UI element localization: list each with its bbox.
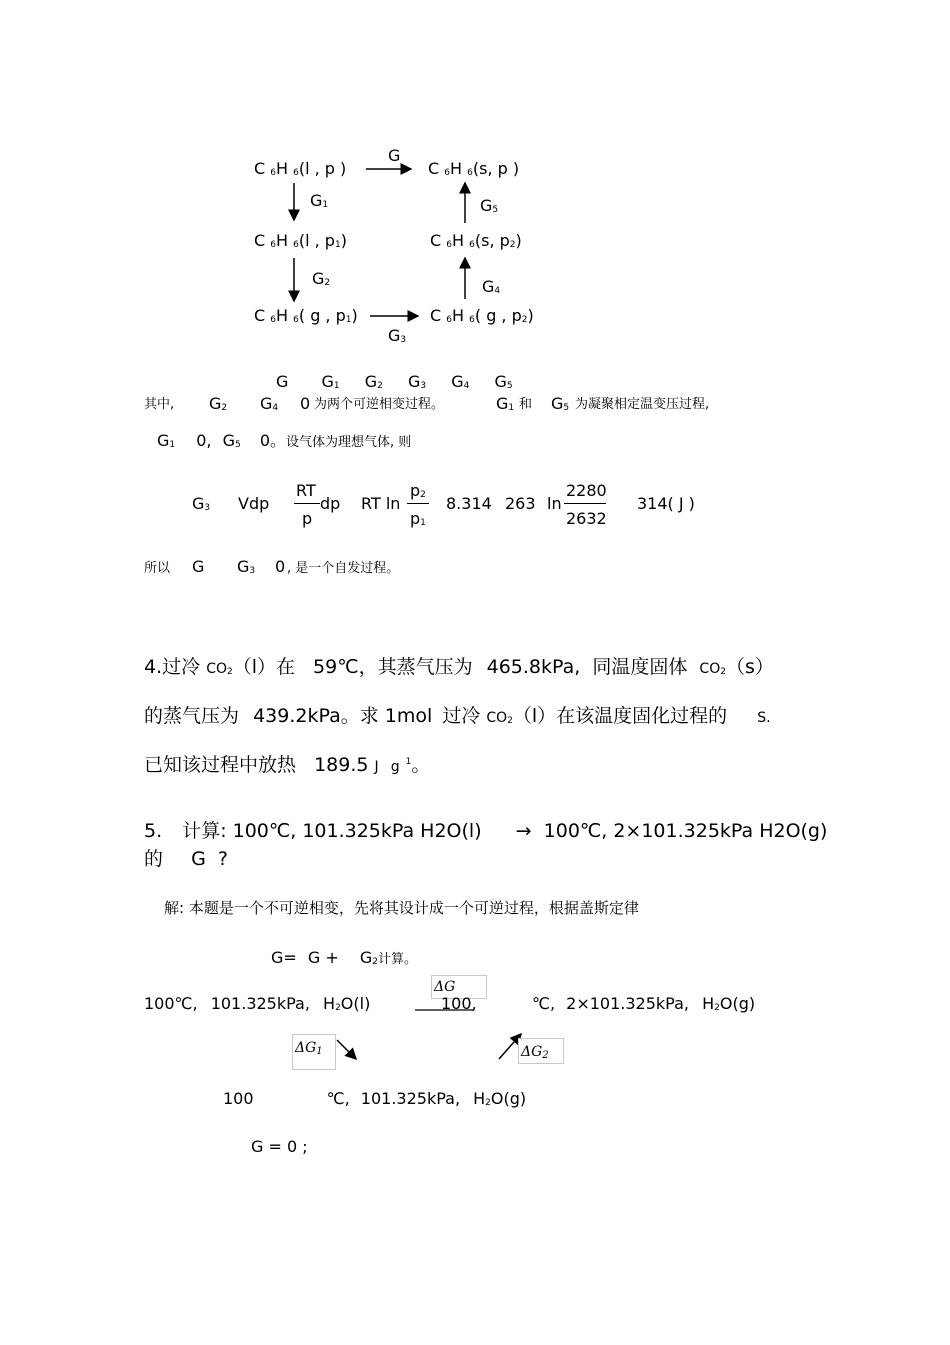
suoyi-g3: G3 xyxy=(237,557,256,576)
problem4-line2: 的蒸气压为 439.2kPa。求 1mol 过冷 CO2（l）在该温度固化过程的 S. xyxy=(144,705,771,727)
state-solid-p: C 6H 6(s, p ) xyxy=(428,159,520,178)
sum-line: G G1 G2 G3 G4 G5 xyxy=(276,372,513,391)
formula-numerator: 2280 xyxy=(566,481,607,500)
condensed-text: 为凝聚相定温变压过程, xyxy=(575,397,710,412)
qizhong-label: 其中, xyxy=(144,397,175,412)
suoyi-zero: 0 xyxy=(275,557,286,576)
label-g1: G1 xyxy=(310,191,329,210)
problem4-line3: 已知该过程中放热 189.5 J g $^1$。 xyxy=(144,754,431,776)
formula-p1: p1 xyxy=(410,509,426,528)
gess-equation: G= G + G2计算。 xyxy=(271,948,418,967)
suoyi-text: , 是一个自发过程。 xyxy=(287,561,400,576)
state-gas-p2: C 6H 6( g , p2) xyxy=(430,306,534,325)
scheme-mid-100: 100, xyxy=(441,994,477,1013)
scheme-initial-state: 100℃, 101.325kPa, H2O(l) xyxy=(144,994,371,1013)
formula-p: p xyxy=(302,509,313,528)
suoyi-label: 所以 xyxy=(144,561,171,576)
formula-temperature: 263 xyxy=(505,494,536,513)
state-solid-p2: C 6H 6(s, p2) xyxy=(430,231,522,250)
he-text: 和 xyxy=(519,397,533,412)
g4-ref: G4 xyxy=(260,394,279,413)
scheme-final-state: ℃, 2×101.325kPa, H2O(g) xyxy=(532,994,756,1013)
formula-denominator: 2632 xyxy=(566,509,607,528)
delta-g-box: ΔG xyxy=(431,975,487,999)
state-liquid-p: C 6H 6(l , p ) xyxy=(254,159,347,178)
label-g5: G5 xyxy=(480,196,499,215)
formula-p2: p2 xyxy=(410,481,426,500)
label-g3: G3 xyxy=(388,326,407,345)
scheme-intermediate-state: 100 ℃, 101.325kPa, H2O(g) xyxy=(223,1089,527,1108)
label-g4: G4 xyxy=(482,277,501,296)
problem4-line1: 4.过冷 CO2（l）在 59℃，其蒸气压为 465.8kPa, 同温度固体 CO2（s） xyxy=(144,656,774,678)
g5-ref: G5 xyxy=(551,394,570,413)
delta-g1-box: ΔG1 xyxy=(292,1034,336,1070)
formula-r-value: 8.314 xyxy=(446,494,492,513)
solution-intro: 解: 本题是一个不可逆相变，先将其设计成一个可逆过程，根据盖斯定律 xyxy=(164,899,639,917)
problem5-line2: 的 G ? xyxy=(144,848,228,870)
g1-zero-line: G1 0, G5 0。设气体为理想气体, 则 xyxy=(157,431,412,450)
formula-vdp: Vdp xyxy=(238,494,270,513)
formula-ln: ln xyxy=(547,494,562,513)
delta-g2-box: ΔG2 xyxy=(518,1038,564,1064)
zero-value: 0 xyxy=(300,394,311,413)
label-g2: G2 xyxy=(312,269,331,288)
suoyi-g: G xyxy=(192,557,205,576)
g1-ref: G1 xyxy=(496,394,515,413)
formula-result: 314( J ) xyxy=(637,494,695,513)
state-liquid-p1: C 6H 6(l , p1) xyxy=(254,231,347,250)
reversible-text: 为两个可逆相变过程。 xyxy=(314,397,445,412)
problem5-line1: 5. 计算: 100℃, 101.325kPa H2O(l) → 100℃, 2×101.325kPa H2O(g) xyxy=(144,820,828,842)
formula-g3: G3 xyxy=(192,494,211,513)
g2-ref: G2 xyxy=(209,394,228,413)
final-equation: G = 0 ; xyxy=(251,1137,308,1156)
formula-rt: RT xyxy=(296,481,316,500)
fraction-bar-rt xyxy=(294,503,320,504)
state-gas-p1: C 6H 6( g , p1) xyxy=(254,306,358,325)
formula-rtln: RT ln xyxy=(361,494,401,513)
arrow-g-label: G xyxy=(388,146,401,165)
fraction-bar-num xyxy=(564,503,606,504)
fraction-bar-p xyxy=(407,503,429,504)
formula-dp: dp xyxy=(320,494,341,513)
scheme-arrow-down xyxy=(337,1040,356,1059)
